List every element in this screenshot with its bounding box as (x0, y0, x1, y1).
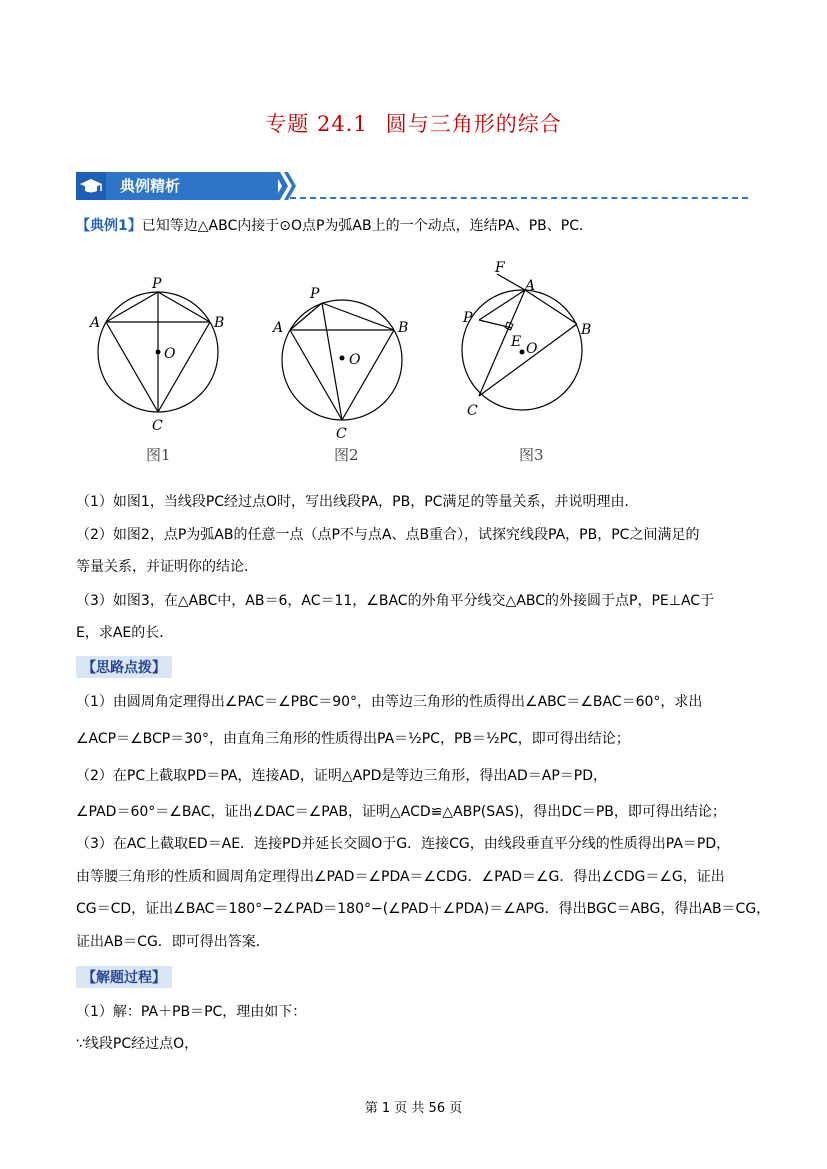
hint-line: CG＝CD，证出∠BAC＝180°−2∠PAD＝180°−(∠PAD＋∠PDA)＝∠APG．得出BGC＝ABG，得出AB＝CG， (76, 901, 771, 917)
figure-3 (455, 260, 605, 430)
chevron-right-icon (274, 172, 300, 200)
title-text: 圆与三角形的综合 (385, 112, 562, 136)
fig2-label-a: A (273, 320, 284, 336)
fig2-label-c: C (336, 426, 347, 442)
section-header (76, 172, 748, 202)
fig3-label-b: B (581, 322, 592, 338)
fig3-label-e: E (511, 334, 522, 350)
fig2-label-b: B (398, 320, 409, 336)
question-line: （3）如图3，在△ABC中，AB＝6，AC＝11，∠BAC的外角平分线交△ABC的外接圆于点P，PE⊥AC于 (76, 593, 715, 609)
hint-line: （2）在PC上截取PD＝PA，连接AD，证明△APD是等边三角形，得出AD＝AP＝PD， (76, 768, 607, 784)
solution-tag: 【解题过程】 (76, 966, 172, 988)
fig2-label-p: P (310, 286, 320, 302)
hint-line: 由等腰三角形的性质和圆周角定理得出∠PAD＝∠PDA＝∠CDG．∠PAD＝∠G．得出∠CDG＝∠G，证出 (76, 869, 725, 885)
fig1-label-o: O (164, 346, 176, 362)
title-number: 专题 24.1 (265, 112, 368, 136)
example-text: 已知等边△ABC内接于⊙O点P为弧AB上的一个动点，连结PA、PB、PC． (141, 218, 593, 234)
hint-line: （3）在AC上截取ED＝AE．连接PD并延长交圆O于G．连接CG，由线段垂直平分线的性质得出PA＝PD， (76, 836, 731, 852)
fig2-label-o: O (349, 352, 361, 368)
hint-line: （1）由圆周角定理得出∠PAC＝∠PBC＝90°，由等边三角形的性质得出∠ABC＝∠BAC＝60°，求出 (76, 694, 703, 710)
solution-line: （1）解：PA＋PB＝PC，理由如下： (76, 1004, 307, 1020)
example-tag: 【典例1】 (76, 218, 142, 234)
question-line: E，求AE的长． (76, 625, 174, 641)
fig1-label-p: P (152, 276, 162, 292)
figure-2 (270, 282, 420, 442)
figure-1-caption: 图1 (146, 446, 171, 464)
fig3-label-c: C (467, 403, 478, 419)
section-divider (290, 197, 748, 199)
fig3-label-a: A (525, 278, 536, 294)
figure-1 (88, 270, 238, 440)
example-statement (76, 216, 593, 236)
page-title (0, 108, 827, 138)
fig1-label-c: C (152, 418, 163, 434)
page-footer: 第 1 页 共 56 页 (364, 1101, 463, 1116)
hint-line: ∠PAD＝60°＝∠BAC，证出∠DAC＝∠PAB，证明△ACD≌△ABP(SAS)，得出DC＝PB，即可得出结论； (76, 804, 726, 820)
fig3-label-o: O (526, 341, 538, 357)
figure-3-caption: 图3 (519, 446, 544, 464)
hint-line: 证出AB＝CG．即可得出答案． (76, 934, 270, 950)
question-line: （1）如图1，当线段PC经过点O时，写出线段PA，PB，PC满足的等量关系，并说明理由． (76, 494, 639, 510)
hint-line: ∠ACP＝∠BCP＝30°，由直角三角形的性质得出PA＝½PC，PB＝½PC，即可得出结论； (76, 731, 630, 747)
question-line: （2）如图2，点P为弧AB的任意一点（点P不与点A、点B重合），试探究线段PA，PB，PC之间满足的 (76, 527, 700, 543)
fig1-label-a: A (90, 315, 101, 331)
figure-2-caption: 图2 (334, 446, 359, 464)
fig3-label-p: P (463, 310, 473, 326)
section-label: 典例精析 (106, 172, 278, 200)
solution-line: ∵线段PC经过点O， (76, 1036, 199, 1052)
question-line: 等量关系，并证明你的结论． (76, 559, 258, 575)
fig3-label-f: F (495, 260, 505, 276)
graduation-cap-icon (76, 172, 106, 200)
hint-tag: 【思路点拨】 (76, 656, 172, 678)
fig1-label-b: B (214, 315, 225, 331)
